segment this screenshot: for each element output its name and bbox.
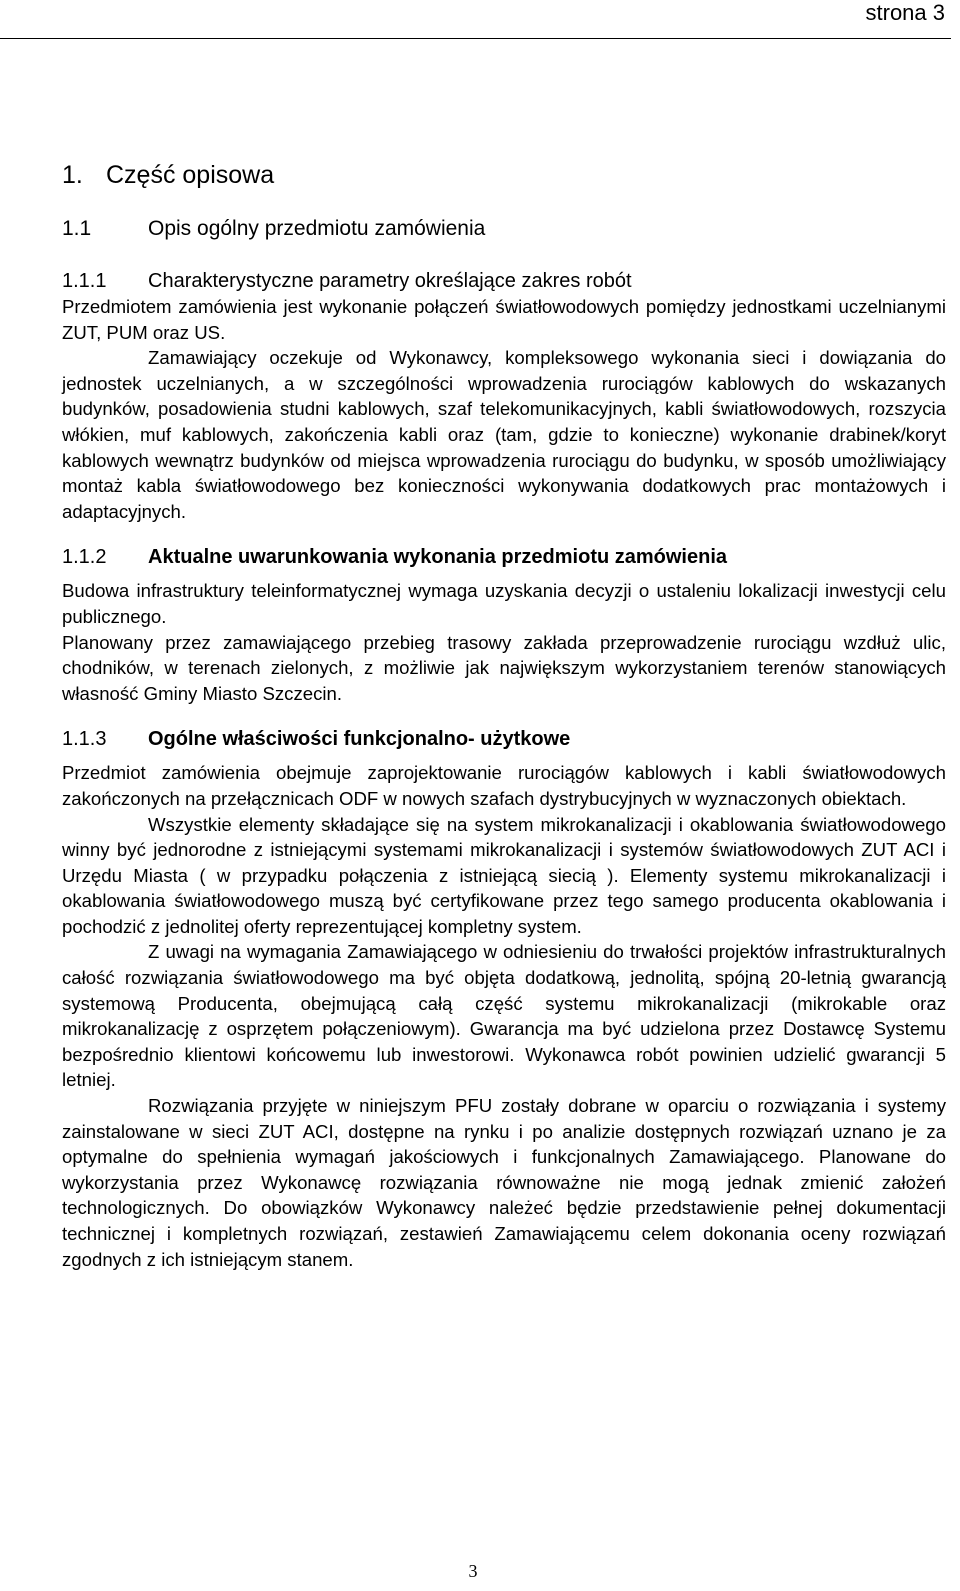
document-body (62, 160, 946, 1272)
paragraph: Wszystkie elementy składające się na system mikrokanalizacji i okablowania światłowodowego winny być jednorodne z istniejącymi systemami mikrokanalizacji i systemów światłowodowych ZUT ACI i Urzędu Miasta ( w przypadku połączenia z istniejącą siecią ). Elementy systemu mikrokanalizacji i okablowania światłowodowego muszą być certyfikowane przez tego samego producenta okablowania i pochodzić z jednolitej oferty reprezentującej kompletny system. (62, 813, 946, 937)
section-number: 1.1.3 (62, 728, 107, 751)
section-heading-1 (62, 160, 946, 190)
paragraph: Planowany przez zamawiającego przebieg trasowy zakłada przeprowadzenie rurociągu wzdłuż ulic, chodników, w terenach zielonych, z możliwie jak największym wykorzystaniem terenów stanowiących własność Gminy Miasto Szczecin. (62, 631, 946, 704)
section-title: Aktualne uwarunkowania wykonania przedmiotu zamówienia (148, 546, 728, 569)
section-number: 1.1.1 (62, 270, 107, 292)
section-heading-1-1-1 (62, 268, 946, 294)
paragraph: Przedmiotem zamówienia jest wykonanie połączeń światłowodowych pomiędzy jednostkami uczelnianymi ZUT, PUM oraz US. (62, 296, 946, 343)
paragraph: Rozwiązania przyjęte w niniejszym PFU zostały dobrane w oparciu o rozwiązania i systemy zainstalowane w sieci ZUT ACI, dostępne na rynku i po analizie dostępnych rozwiązań uznano je za optymalne do spełnienia wymagań jakościowych i funkcjonalnych Zamawiającego. Planowane do wykorzystania przez Wykonawcę rozwiązania równoważne nie mogą jednak zmienić założeń technologicznych. Do obowiązków Wykonawcy należeć będzie przedstawienie pełnej dokumentacji technicznej i kompletnych rozwiązań, zestawień Zamawiającemu celem dokonania oceny rozwiązań zgodnych z ich istniejącym stanem. (62, 1095, 946, 1270)
section-heading-1-1-3 (62, 726, 946, 752)
section-title: Opis ogólny przedmiotu zamówienia (148, 217, 486, 240)
section-heading-1-1-2 (62, 544, 946, 570)
section-title: Ogólne właściwości funkcjonalno- użytkowe (148, 728, 571, 751)
page-header-label: strona 3 (865, 0, 945, 25)
section-title: Charakterystyczne parametry określające zakres robót (148, 270, 632, 292)
paragraph: Przedmiot zamówienia obejmuje zaprojektowanie rurociągów kablowych i kabli światłowodowych zakończonych na przełącznicach ODF w nowych szafach dystrybucyjnych w wyznaczonych obiektach. (62, 762, 946, 809)
section-number: 1.1.2 (62, 546, 107, 569)
page-header (0, 0, 951, 39)
section-number: 1. (62, 161, 83, 189)
section-number: 1.1 (62, 217, 92, 240)
paragraph: Budowa infrastruktury teleinformatycznej wymaga uzyskania decyzji o ustaleniu lokalizacji inwestycji celu publicznego. (62, 580, 946, 627)
page-number: 3 (468, 1561, 478, 1581)
section-heading-1-1 (62, 216, 946, 242)
paragraph: Zamawiający oczekuje od Wykonawcy, kompleksowego wykonania sieci i dowiązania do jednostek uczelnianych, a w szczególności wprowadzenia rurociągów kablowych do wskazanych budynków, posadowienia studni kablowych, szaf telekomunikacyjnych, kabli światłowodowych, rozszycia włókien, muf kablowych, zakończenia kabli oraz (tam, gdzie to konieczne) wykonanie drabinek/koryt kablowych wewnątrz budynków od miejsca wprowadzenia rurociągu do budynku, w sposób umożliwiający montaż kabla światłowodowego bez konieczności wykonywania dodatkowych prac montażowych i adaptacyjnych. (62, 347, 946, 522)
paragraph: Z uwagi na wymagania Zamawiającego w odniesieniu do trwałości projektów infrastrukturalnych całość rozwiązania światłowodowego ma być objęta dodatkową, jednolitą, spójną 20-letnią gwarancją systemową Producenta, obejmującą całą część systemu mikrokanalizacji (mikrokable oraz mikrokanalizację z osprzętem połączeniowym). Gwarancja ma być udzielona przez Dostawcę Systemu bezpośrednio klientowi końcowemu lub inwestorowi. Wykonawca robót powinien udzielić gwarancji 5 letniej. (62, 941, 946, 1091)
section-title: Część opisowa (106, 161, 275, 189)
